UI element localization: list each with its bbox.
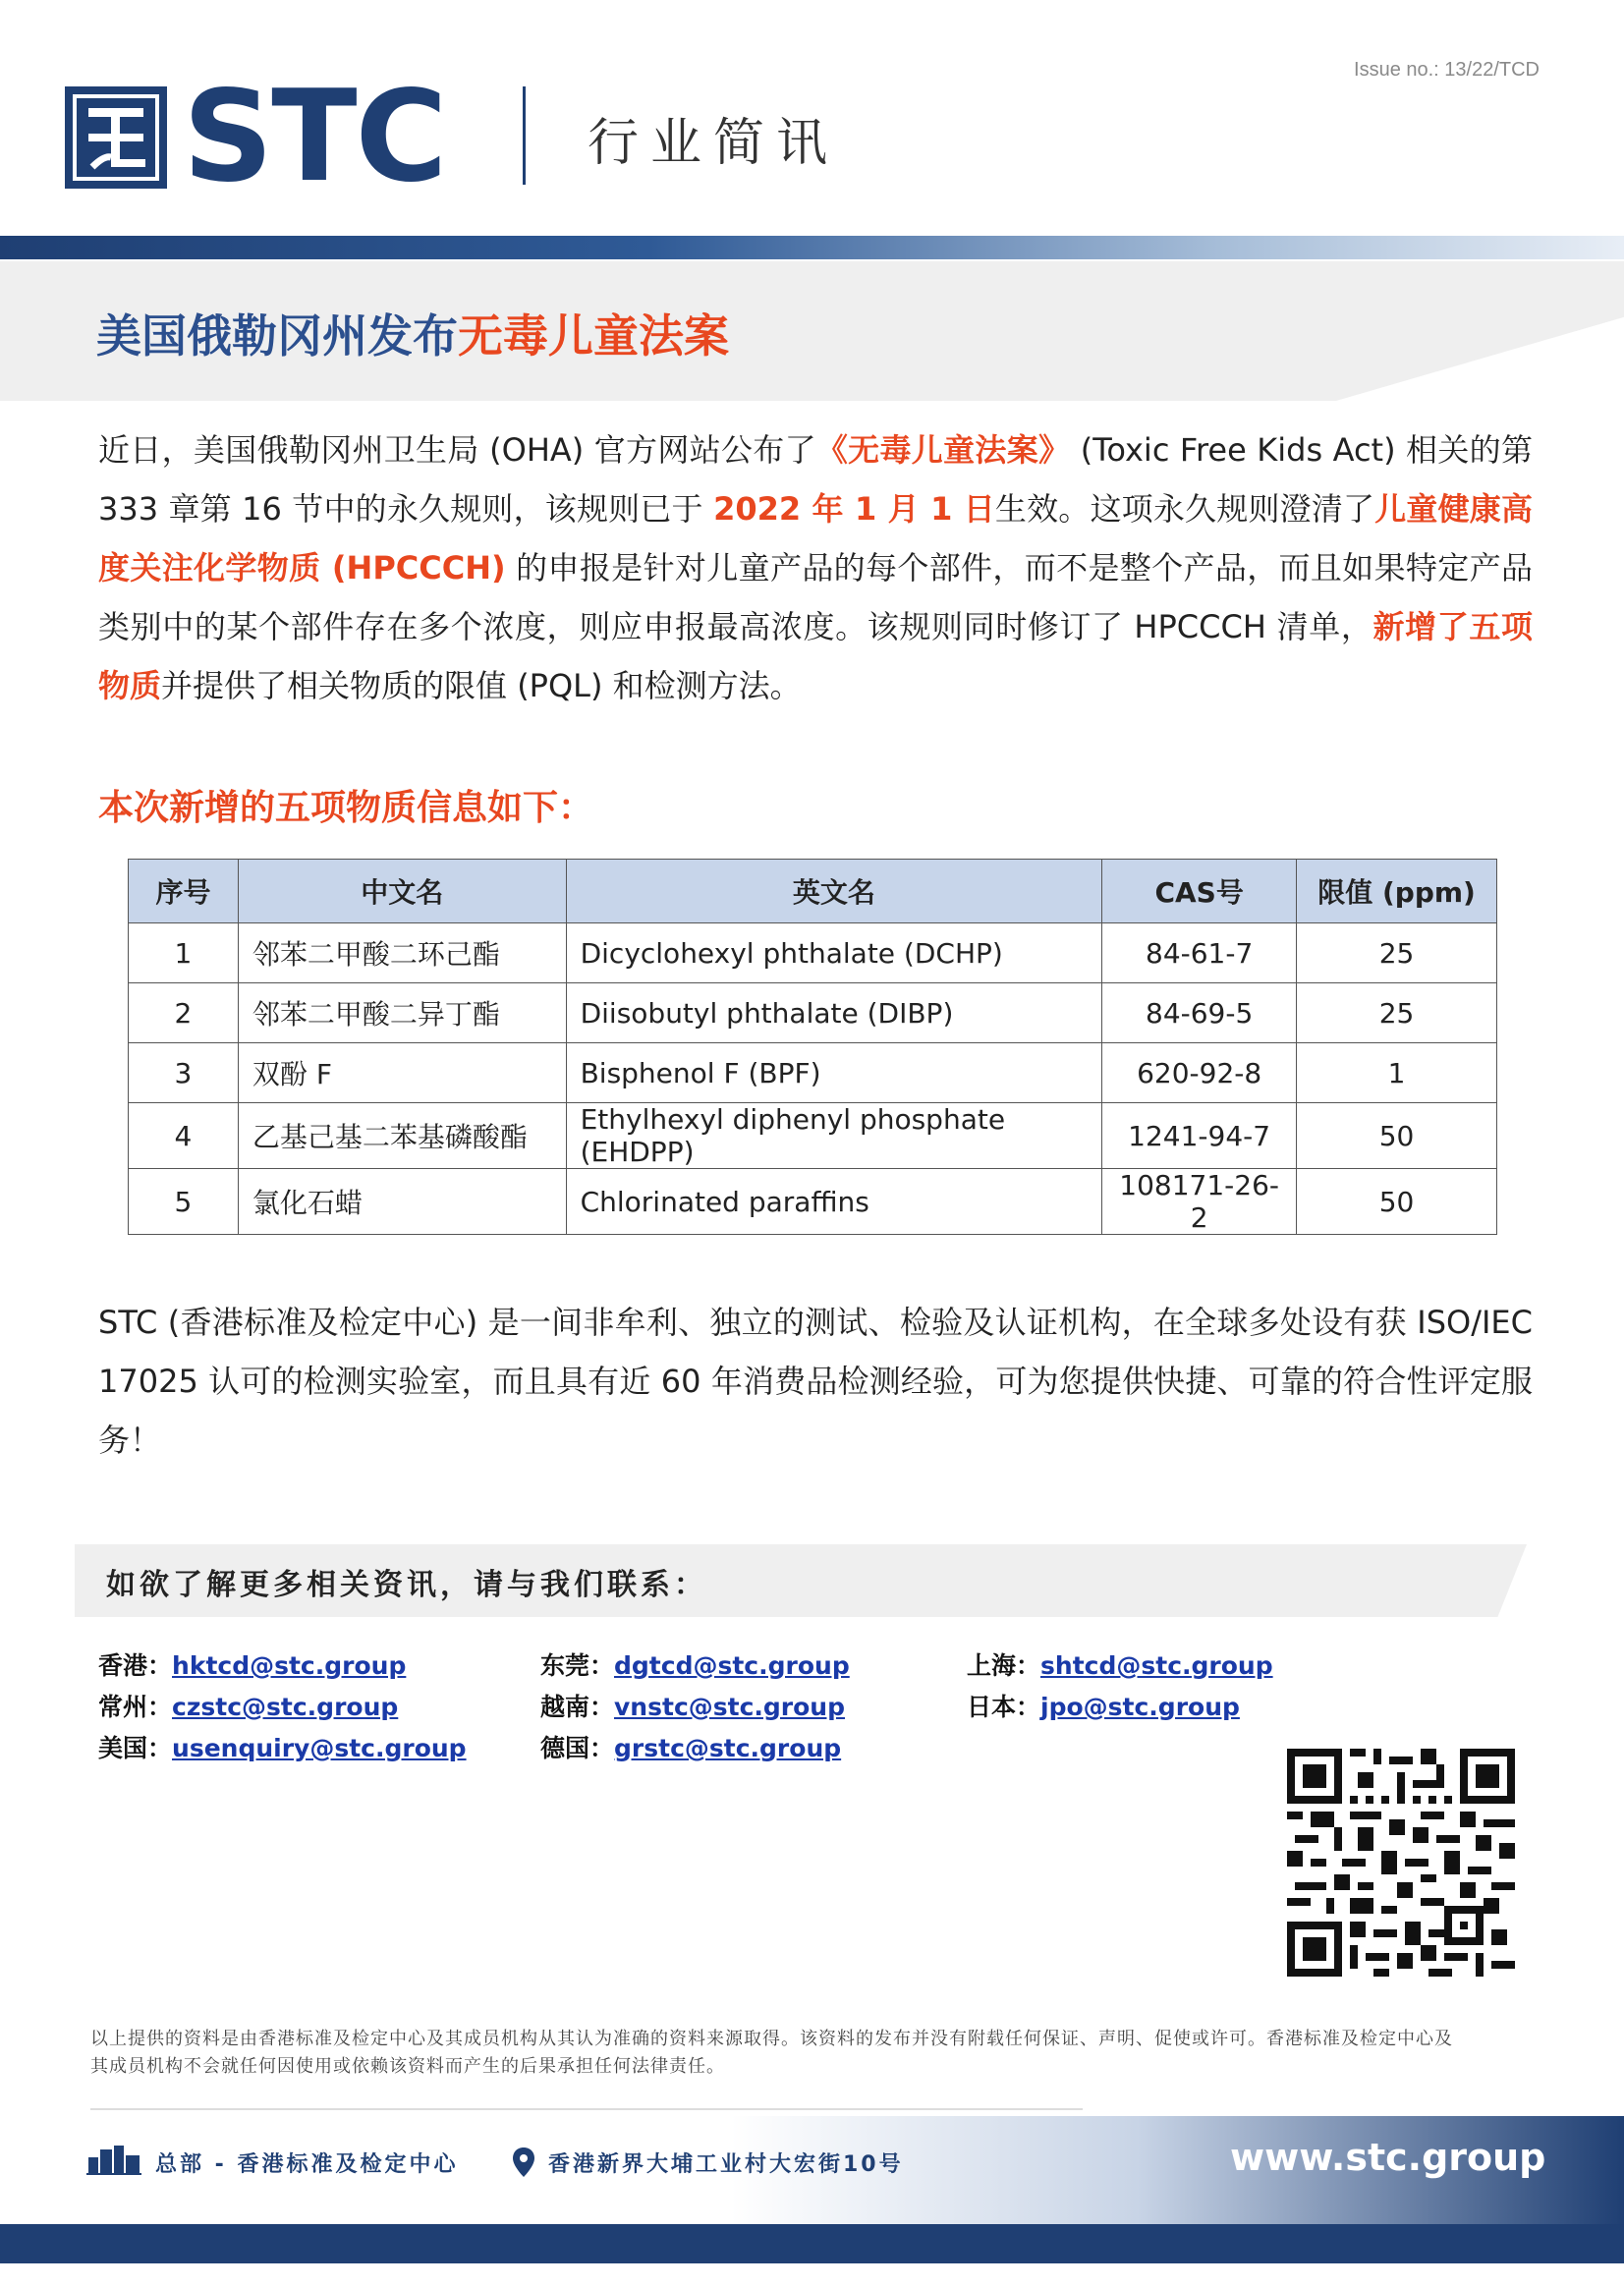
section-heading: 本次新增的五项物质信息如下： bbox=[98, 788, 594, 828]
contact-label: 上海： bbox=[967, 1651, 1041, 1680]
cell-limit: 25 bbox=[1297, 983, 1497, 1043]
table-header-row bbox=[129, 860, 1497, 923]
table-row bbox=[129, 983, 1497, 1043]
intro-text-3: 生效。这项永久规则澄清了 bbox=[994, 490, 1375, 528]
article-title-part2: 无毒儿童法案 bbox=[458, 309, 729, 363]
cell-index: 5 bbox=[129, 1169, 239, 1235]
contact-dongguan bbox=[540, 1646, 850, 1682]
intro-paragraph bbox=[98, 420, 1533, 715]
intro-highlight-date: 2022 年 1 月 1 日 bbox=[713, 490, 995, 528]
email-link-hongkong[interactable]: hktcd@stc.group bbox=[172, 1651, 407, 1680]
cell-index: 2 bbox=[129, 983, 239, 1043]
email-link-dongguan[interactable]: dgtcd@stc.group bbox=[614, 1651, 850, 1680]
header-divider bbox=[523, 86, 526, 185]
location-pin-icon bbox=[513, 2148, 534, 2181]
cell-index: 4 bbox=[129, 1103, 239, 1169]
cell-chinese-name: 乙基己基二苯基磷酸酯 bbox=[238, 1103, 566, 1169]
intro-highlight-act: 《无毒儿童法案》 bbox=[815, 431, 1071, 469]
header-cas: CAS号 bbox=[1102, 860, 1297, 923]
contact-hongkong bbox=[98, 1646, 406, 1682]
issue-number: Issue no.: 13/22/TCD bbox=[1354, 59, 1540, 81]
contact-heading: 如欲了解更多相关资讯，请与我们联系： bbox=[106, 1568, 707, 1602]
table-row bbox=[129, 1043, 1497, 1103]
contact-label: 美国： bbox=[98, 1734, 173, 1762]
email-link-germany[interactable]: grstc@stc.group bbox=[614, 1734, 842, 1762]
email-link-changzhou[interactable]: czstc@stc.group bbox=[172, 1693, 399, 1721]
contact-shanghai bbox=[967, 1646, 1273, 1682]
table-row bbox=[129, 1103, 1497, 1169]
website-link[interactable]: www.stc.group bbox=[1230, 2136, 1546, 2179]
contact-label: 东莞： bbox=[540, 1651, 615, 1680]
cell-cas: 84-61-7 bbox=[1102, 923, 1297, 983]
contact-usa bbox=[98, 1729, 467, 1764]
cell-chinese-name: 邻苯二甲酸二环己酯 bbox=[238, 923, 566, 983]
cell-limit: 50 bbox=[1297, 1103, 1497, 1169]
stc-logo-icon bbox=[65, 86, 167, 189]
logo-wordmark: STC bbox=[183, 64, 446, 210]
contact-label: 越南： bbox=[540, 1693, 615, 1721]
cell-limit: 25 bbox=[1297, 923, 1497, 983]
header-limit: 限值 (ppm) bbox=[1297, 860, 1497, 923]
contact-label: 常州： bbox=[98, 1693, 173, 1721]
contact-vietnam bbox=[540, 1688, 845, 1723]
cell-english-name: Ethylhexyl diphenyl phosphate (EHDPP) bbox=[566, 1103, 1102, 1169]
headquarters-label: 总部 - 香港标准及检定中心 bbox=[155, 2152, 459, 2177]
cell-english-name: Chlorinated paraffins bbox=[566, 1169, 1102, 1235]
cell-english-name: Dicyclohexyl phthalate (DCHP) bbox=[566, 923, 1102, 983]
header-index: 序号 bbox=[129, 860, 239, 923]
contact-changzhou bbox=[98, 1688, 398, 1723]
footer-divider bbox=[90, 2108, 1083, 2110]
intro-text-4: 的申报是针对儿童产品的每个部件，而不是整个产品，而且如果特定产品类别中的某个部件存在多个浓度，则应申报最高浓度。该规则同时修订了 HPCCCH 清单， bbox=[98, 549, 1533, 645]
cell-cas: 84-69-5 bbox=[1102, 983, 1297, 1043]
intro-text-1: 近日，美国俄勒冈州卫生局 (OHA) 官方网站公布了 bbox=[98, 431, 816, 469]
email-link-shanghai[interactable]: shtcd@stc.group bbox=[1040, 1651, 1273, 1680]
table-row bbox=[129, 1169, 1497, 1235]
email-link-japan[interactable]: jpo@stc.group bbox=[1040, 1693, 1240, 1721]
email-link-usa[interactable]: usenquiry@stc.group bbox=[172, 1734, 467, 1762]
cell-chinese-name: 氯化石蜡 bbox=[238, 1169, 566, 1235]
cell-english-name: Diisobutyl phthalate (DIBP) bbox=[566, 983, 1102, 1043]
cell-index: 1 bbox=[129, 923, 239, 983]
footer-bottom-bar bbox=[0, 2224, 1624, 2263]
contact-label: 香港： bbox=[98, 1651, 173, 1680]
intro-highlight-five: 新增了五项物质 bbox=[98, 608, 1533, 704]
contact-label: 日本： bbox=[967, 1693, 1041, 1721]
cell-cas: 620-92-8 bbox=[1102, 1043, 1297, 1103]
table-row bbox=[129, 923, 1497, 983]
cell-cas: 1241-94-7 bbox=[1102, 1103, 1297, 1169]
cell-english-name: Bisphenol F (BPF) bbox=[566, 1043, 1102, 1103]
building-icon bbox=[86, 2146, 141, 2179]
header-english-name: 英文名 bbox=[566, 860, 1102, 923]
address-label: 香港新界大埔工业村大宏街10号 bbox=[548, 2152, 904, 2177]
email-link-vietnam[interactable]: vnstc@stc.group bbox=[614, 1693, 846, 1721]
cell-chinese-name: 邻苯二甲酸二异丁酯 bbox=[238, 983, 566, 1043]
contact-japan bbox=[967, 1688, 1240, 1723]
contact-label: 德国： bbox=[540, 1734, 615, 1762]
cell-chinese-name: 双酚 F bbox=[238, 1043, 566, 1103]
cell-limit: 1 bbox=[1297, 1043, 1497, 1103]
disclaimer: 以上提供的资料是由香港标准及检定中心及其成员机构从其认为准确的资料来源取得。该资料的发布并没有附载任何保证、声明、促使或许可。香港标准及检定中心及其成员机构不会就任何因使用或依赖该资料而产生的后果承担任何法律责任。 bbox=[90, 2029, 1453, 2077]
header-tagline: 行业简讯 bbox=[588, 114, 840, 173]
intro-text-2: (Toxic Free Kids Act) 相关的第 333 章第 16 节中的永久规则，该规则已于 bbox=[98, 431, 1533, 528]
article-title bbox=[96, 301, 729, 365]
cell-index: 3 bbox=[129, 1043, 239, 1103]
intro-highlight-hpccch: 儿童健康高度关注化学物质 (HPCCCH) bbox=[98, 490, 1533, 586]
header-blue-band bbox=[0, 236, 1624, 259]
about-paragraph: STC (香港标准及检定中心) 是一间非牟利、独立的测试、检验及认证机构，在全球多处设有获 ISO/IEC 17025 认可的检测实验室，而且具有近 60 年消费品检测经验，可为您提供快捷、可靠的符合性评定服务！ bbox=[98, 1304, 1533, 1459]
substance-table bbox=[128, 859, 1497, 1235]
intro-text-5: 并提供了相关物质的限值 (PQL) 和检测方法。 bbox=[161, 667, 802, 704]
cell-limit: 50 bbox=[1297, 1169, 1497, 1235]
article-title-part1: 美国俄勒冈州发布 bbox=[96, 309, 458, 363]
contact-germany bbox=[540, 1729, 841, 1764]
cell-cas: 108171-26-2 bbox=[1102, 1169, 1297, 1235]
qr-code-icon[interactable] bbox=[1287, 1749, 1515, 1977]
header-chinese-name: 中文名 bbox=[238, 860, 566, 923]
